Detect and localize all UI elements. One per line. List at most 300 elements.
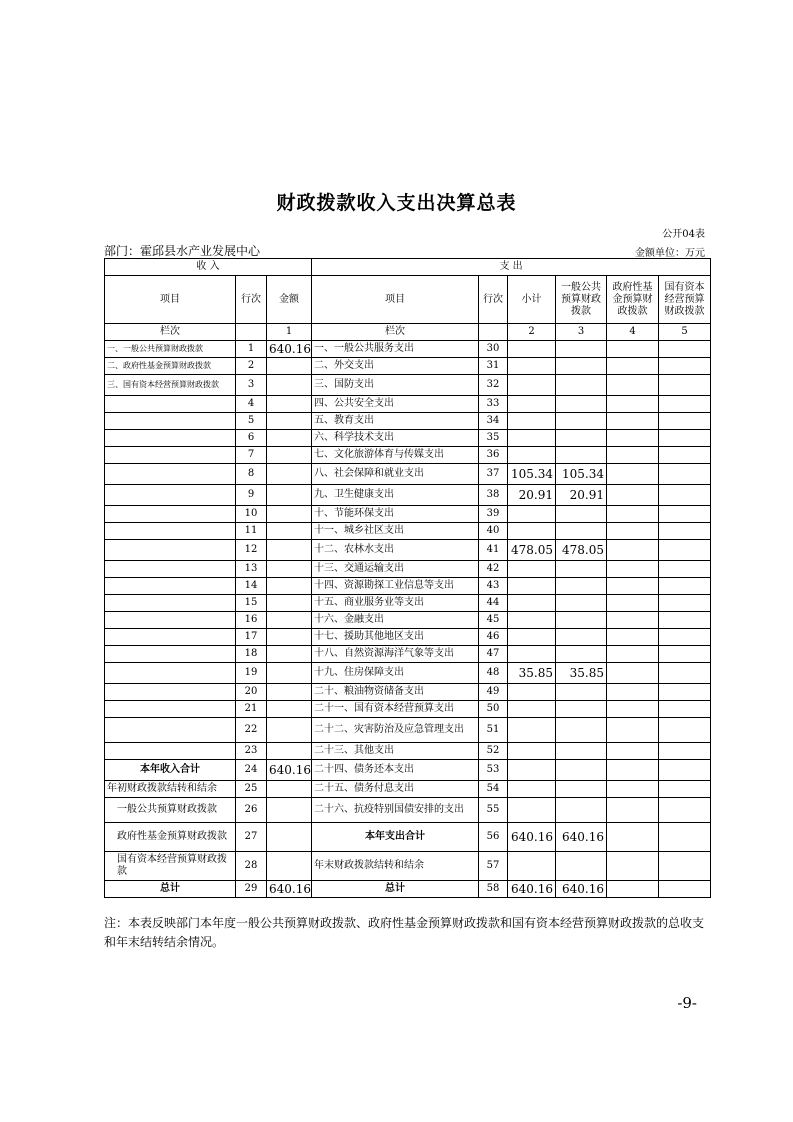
income-amount-cell [267,506,312,523]
expense-line-cell: 30 [479,341,508,358]
income-item-cell [105,506,236,523]
income-line-cell: 26 [236,798,267,823]
income-line-cell: 22 [236,718,267,743]
general-budget-cell [556,396,607,413]
general-budget-cell [556,781,607,798]
income-line-cell: 27 [236,823,267,852]
table-row [105,540,711,561]
general-budget-cell [556,646,607,663]
income-line-header: 行次 [236,276,267,324]
expense-line-cell: 53 [479,760,508,781]
income-amount-cell [267,447,312,464]
income-line-cell: 28 [236,852,267,881]
income-line-cell: 25 [236,781,267,798]
income-amount-cell [267,646,312,663]
income-line-cell: 9 [236,485,267,506]
expense-item-cell: 十三、交通运输支出 [312,561,479,578]
income-amount-cell [267,781,312,798]
expense-line-cell: 38 [479,485,508,506]
state-capital-cell [659,578,711,595]
state-capital-cell [659,629,711,646]
expense-item-cell: 十、节能环保支出 [312,506,479,523]
income-line-cell: 18 [236,646,267,663]
income-amount-cell [267,852,312,881]
subtotal-cell [508,743,556,760]
col-2-label: 2 [508,324,556,341]
subtotal-cell [508,684,556,701]
income-item-cell [105,663,236,684]
expense-item-cell: 八、社会保障和就业支出 [312,464,479,485]
income-item-cell [105,684,236,701]
subtotal-header: 小计 [508,276,556,324]
income-line-cell: 16 [236,612,267,629]
income-item-cell: 一般公共预算财政拨款 [105,798,236,823]
table-row [105,646,711,663]
final-accounts-table [104,258,711,898]
expense-line-cell: 48 [479,663,508,684]
general-budget-cell [556,430,607,447]
expense-item-cell: 二十、粮油物资储备支出 [312,684,479,701]
income-amount-header: 金额 [267,276,312,324]
subtotal-cell: 478.05 [508,540,556,561]
expense-item-cell: 二十三、其他支出 [312,743,479,760]
expense-item-cell: 十五、商业服务业等支出 [312,595,479,612]
expense-item-cell: 二十一、国有资本经营预算支出 [312,701,479,718]
income-amount-cell [267,684,312,701]
general-budget-cell [556,341,607,358]
general-budget-cell [556,523,607,540]
general-budget-cell [556,358,607,375]
income-amount-cell [267,430,312,447]
gov-fund-cell [607,663,659,684]
expense-line-cell: 32 [479,375,508,396]
income-item-cell: 二、政府性基金预算财政拨款 [105,358,236,375]
expense-col-label: 栏次 [312,324,479,341]
income-amount-cell [267,663,312,684]
income-item-cell [105,413,236,430]
state-capital-cell [659,341,711,358]
income-line-cell: 3 [236,375,267,396]
table-row [105,852,711,881]
income-item-cell [105,701,236,718]
state-capital-header: 国有资本经营预算财政拨款 [659,276,711,324]
col-1-label: 1 [267,324,312,341]
income-item-cell: 三、国有资本经营预算财政拨款 [105,375,236,396]
general-budget-cell [556,743,607,760]
income-line-cell: 2 [236,358,267,375]
income-item-cell: 政府性基金预算财政拨款 [105,823,236,852]
gov-fund-cell [607,823,659,852]
expense-line-cell: 36 [479,447,508,464]
expense-item-cell: 五、教育支出 [312,413,479,430]
gov-fund-cell [607,646,659,663]
table-row [105,341,711,358]
income-item-cell: 一、一般公共预算财政拨款 [105,341,236,358]
general-budget-cell: 640.16 [556,823,607,852]
table-row [105,612,711,629]
state-capital-cell [659,595,711,612]
general-budget-cell: 105.34 [556,464,607,485]
col-4-label: 4 [607,324,659,341]
income-amount-cell [267,485,312,506]
expense-item-cell: 九、卫生健康支出 [312,485,479,506]
income-item-cell [105,743,236,760]
general-budget-cell: 20.91 [556,485,607,506]
income-amount-cell [267,464,312,485]
expense-header: 支 出 [312,259,711,276]
expense-line-header: 行次 [479,276,508,324]
expense-item-cell: 十六、金融支出 [312,612,479,629]
subtotal-cell [508,718,556,743]
income-item-cell [105,523,236,540]
state-capital-cell [659,612,711,629]
income-amount-cell [267,375,312,396]
income-amount-cell [267,798,312,823]
state-capital-cell [659,523,711,540]
subtotal-cell [508,375,556,396]
unit-label: 金额单位：万元 [635,248,705,259]
income-line-cell: 20 [236,684,267,701]
empty-cell [236,324,267,341]
general-budget-cell [556,798,607,823]
expense-line-cell: 44 [479,595,508,612]
state-capital-cell [659,663,711,684]
income-amount-cell [267,578,312,595]
gov-fund-cell [607,701,659,718]
income-amount-cell [267,561,312,578]
table-row [105,523,711,540]
gov-fund-cell [607,523,659,540]
expense-item-cell: 二、外交支出 [312,358,479,375]
income-item-cell [105,612,236,629]
gov-fund-cell [607,881,659,898]
income-amount-cell [267,743,312,760]
income-item-cell: 总计 [105,881,236,898]
expense-line-cell: 52 [479,743,508,760]
subtotal-cell [508,358,556,375]
income-line-cell: 17 [236,629,267,646]
table-row [105,506,711,523]
income-item-cell [105,646,236,663]
subtotal-cell [508,852,556,881]
col-3-label: 3 [556,324,607,341]
expense-item-cell: 二十六、抗疫特别国债安排的支出 [312,798,479,823]
gov-fund-cell [607,341,659,358]
state-capital-cell [659,430,711,447]
subtotal-cell [508,798,556,823]
income-item-cell [105,396,236,413]
income-amount-cell [267,701,312,718]
gov-fund-cell [607,852,659,881]
income-amount-cell [267,396,312,413]
income-item-cell [105,718,236,743]
page-number: -9- [677,994,697,1012]
income-line-cell: 24 [236,760,267,781]
state-capital-cell [659,743,711,760]
general-budget-cell: 478.05 [556,540,607,561]
income-amount-cell [267,523,312,540]
income-amount-cell [267,595,312,612]
gov-fund-cell [607,464,659,485]
gov-fund-cell [607,561,659,578]
table-row [105,561,711,578]
table-note: 注：本表反映部门本年度一般公共预算财政拨款、政府性基金预算财政拨款和国有资本经营预算财政拨款的总收支和年末结转结余情况。 [104,916,705,949]
table-row [105,430,711,447]
expense-item-cell: 二十五、债务付息支出 [312,781,479,798]
page-title: 财政拨款收入支出决算总表 [276,192,517,214]
expense-item-cell: 十九、住房保障支出 [312,663,479,684]
expense-line-cell: 56 [479,823,508,852]
state-capital-cell [659,358,711,375]
income-amount-cell: 640.16 [267,881,312,898]
income-item-header: 项目 [105,276,236,324]
general-budget-header: 一般公共预算财政拨款 [556,276,607,324]
subtotal-cell [508,701,556,718]
general-budget-cell [556,612,607,629]
state-capital-cell [659,375,711,396]
gov-fund-cell [607,595,659,612]
subtotal-cell: 640.16 [508,823,556,852]
expense-line-cell: 50 [479,701,508,718]
state-capital-cell [659,852,711,881]
income-line-cell: 15 [236,595,267,612]
gov-fund-cell [607,358,659,375]
income-line-cell: 23 [236,743,267,760]
expense-item-cell: 二十四、债务还本支出 [312,760,479,781]
table-row [105,413,711,430]
income-line-cell: 29 [236,881,267,898]
subtotal-cell: 20.91 [508,485,556,506]
subtotal-cell [508,629,556,646]
general-budget-cell [556,718,607,743]
expense-line-cell: 42 [479,561,508,578]
state-capital-cell [659,646,711,663]
table-row [105,464,711,485]
table-row [105,447,711,464]
state-capital-cell [659,684,711,701]
income-item-cell: 年初财政拨款结转和结余 [105,781,236,798]
table-row [105,663,711,684]
expense-line-cell: 47 [479,646,508,663]
gov-fund-cell [607,718,659,743]
gov-fund-header: 政府性基金预算财政拨款 [607,276,659,324]
general-budget-cell [556,578,607,595]
expense-item-cell: 四、公共安全支出 [312,396,479,413]
state-capital-cell [659,823,711,852]
income-line-cell: 19 [236,663,267,684]
income-item-cell: 国有资本经营预算财政拨款 [105,852,236,881]
general-budget-cell [556,629,607,646]
expense-line-cell: 41 [479,540,508,561]
income-line-cell: 13 [236,561,267,578]
expense-line-cell: 39 [479,506,508,523]
expense-item-cell: 十四、资源勘探工业信息等支出 [312,578,479,595]
income-line-cell: 1 [236,341,267,358]
income-amount-cell: 640.16 [267,760,312,781]
expense-item-cell: 六、科学技术支出 [312,430,479,447]
gov-fund-cell [607,684,659,701]
expense-item-cell: 七、文化旅游体育与传媒支出 [312,447,479,464]
empty-cell [479,324,508,341]
state-capital-cell [659,718,711,743]
expense-line-cell: 33 [479,396,508,413]
table-row [105,760,711,781]
table-row [105,823,711,852]
state-capital-cell [659,798,711,823]
expense-item-cell: 十七、援助其他地区支出 [312,629,479,646]
gov-fund-cell [607,781,659,798]
gov-fund-cell [607,447,659,464]
subtotal-cell [508,561,556,578]
income-header: 收 入 [105,259,312,276]
state-capital-cell [659,485,711,506]
subtotal-cell [508,430,556,447]
income-line-cell: 10 [236,506,267,523]
state-capital-cell [659,561,711,578]
income-line-cell: 7 [236,447,267,464]
general-budget-cell [556,447,607,464]
expense-line-cell: 37 [479,464,508,485]
subtotal-cell [508,396,556,413]
income-col-label: 栏次 [105,324,236,341]
table-row [105,375,711,396]
gov-fund-cell [607,760,659,781]
income-item-cell [105,540,236,561]
subtotal-cell [508,781,556,798]
expense-line-cell: 46 [479,629,508,646]
table-row [105,781,711,798]
gov-fund-cell [607,612,659,629]
expense-line-cell: 35 [479,430,508,447]
expense-line-cell: 34 [479,413,508,430]
subtotal-cell [508,595,556,612]
income-amount-cell [267,629,312,646]
income-item-cell [105,595,236,612]
expense-line-cell: 57 [479,852,508,881]
expense-line-cell: 43 [479,578,508,595]
income-line-cell: 8 [236,464,267,485]
income-item-cell [105,430,236,447]
expense-item-cell: 三、国防支出 [312,375,479,396]
table-row [105,684,711,701]
income-item-cell [105,629,236,646]
gov-fund-cell [607,540,659,561]
table-row [105,485,711,506]
expense-item-cell: 十一、城乡社区支出 [312,523,479,540]
state-capital-cell [659,760,711,781]
income-amount-cell [267,358,312,375]
state-capital-cell [659,464,711,485]
income-item-cell [105,485,236,506]
expense-line-cell: 49 [479,684,508,701]
state-capital-cell [659,881,711,898]
gov-fund-cell [607,485,659,506]
income-item-cell [105,561,236,578]
income-amount-cell [267,823,312,852]
table-row [105,629,711,646]
expense-item-cell: 一、一般公共服务支出 [312,341,479,358]
general-budget-cell [556,561,607,578]
subtotal-cell: 640.16 [508,881,556,898]
gov-fund-cell [607,413,659,430]
state-capital-cell [659,540,711,561]
subtotal-cell: 35.85 [508,663,556,684]
gov-fund-cell [607,629,659,646]
general-budget-cell [556,413,607,430]
subtotal-cell: 105.34 [508,464,556,485]
table-row [105,718,711,743]
income-item-cell [105,464,236,485]
subtotal-cell [508,578,556,595]
expense-item-cell: 十八、自然资源海洋气象等支出 [312,646,479,663]
state-capital-cell [659,506,711,523]
income-amount-cell: 640.16 [267,341,312,358]
income-line-cell: 5 [236,413,267,430]
income-line-cell: 6 [236,430,267,447]
table-row [105,595,711,612]
table-row [105,396,711,413]
expense-line-cell: 45 [479,612,508,629]
expense-line-cell: 58 [479,881,508,898]
gov-fund-cell [607,430,659,447]
state-capital-cell [659,396,711,413]
table-row [105,358,711,375]
gov-fund-cell [607,506,659,523]
expense-line-cell: 54 [479,781,508,798]
table-row [105,881,711,898]
table-row [105,578,711,595]
department-label: 部门：霍邱县水产业发展中心 [104,244,261,258]
gov-fund-cell [607,375,659,396]
income-line-cell: 12 [236,540,267,561]
table-row [105,798,711,823]
state-capital-cell [659,447,711,464]
general-budget-cell [556,701,607,718]
general-budget-cell: 640.16 [556,881,607,898]
expense-item-cell: 二十二、灾害防治及应急管理支出 [312,718,479,743]
expense-item-cell: 本年支出合计 [312,823,479,852]
general-budget-cell [556,684,607,701]
general-budget-cell [556,375,607,396]
expense-item-header: 项目 [312,276,479,324]
form-number: 公开04表 [662,229,705,240]
gov-fund-cell [607,578,659,595]
income-amount-cell [267,540,312,561]
income-item-cell [105,578,236,595]
general-budget-cell [556,760,607,781]
income-item-cell [105,447,236,464]
subtotal-cell [508,612,556,629]
state-capital-cell [659,701,711,718]
state-capital-cell [659,781,711,798]
subtotal-cell [508,341,556,358]
state-capital-cell [659,413,711,430]
expense-item-cell: 十二、农林水支出 [312,540,479,561]
subtotal-cell [508,506,556,523]
income-amount-cell [267,718,312,743]
income-amount-cell [267,413,312,430]
general-budget-cell [556,595,607,612]
general-budget-cell: 35.85 [556,663,607,684]
general-budget-cell [556,506,607,523]
gov-fund-cell [607,743,659,760]
expense-line-cell: 55 [479,798,508,823]
gov-fund-cell [607,798,659,823]
subtotal-cell [508,523,556,540]
income-amount-cell [267,612,312,629]
subtotal-cell [508,447,556,464]
general-budget-cell [556,852,607,881]
